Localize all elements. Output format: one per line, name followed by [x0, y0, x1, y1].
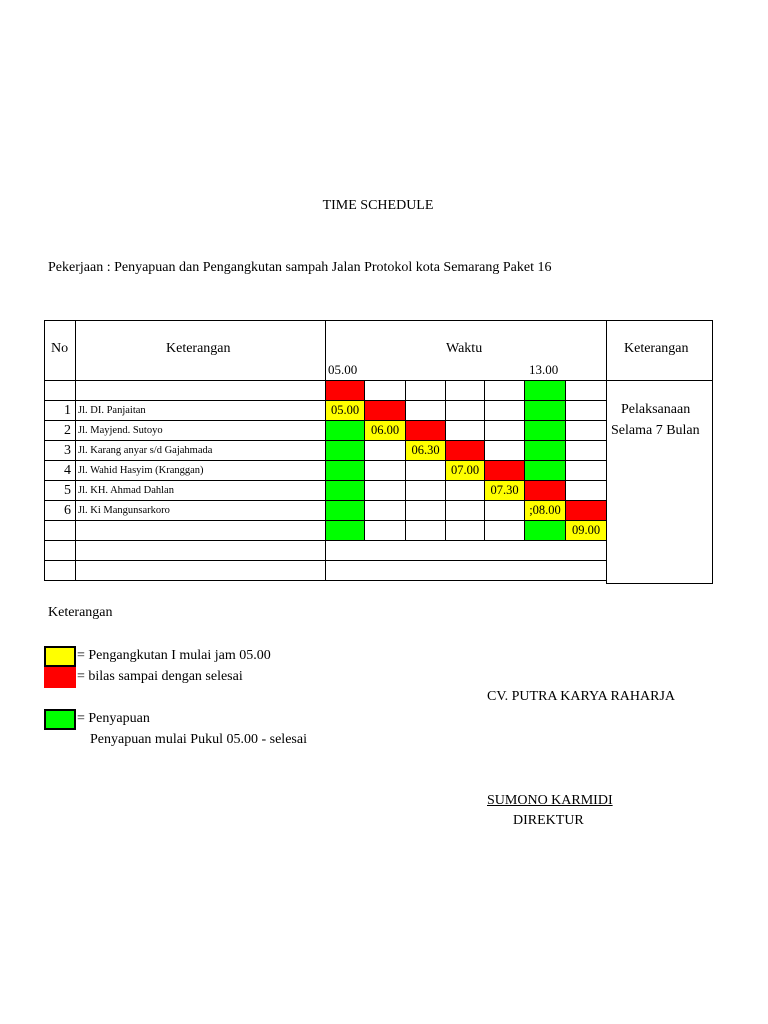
- header-keterangan: Keterangan: [166, 341, 231, 356]
- legend-green-note: Penyapuan mulai Pukul 05.00 - selesai: [90, 732, 307, 747]
- row-name-cell: [75, 380, 326, 401]
- time-cell: [565, 420, 607, 441]
- header-keterangan-right: Keterangan: [624, 341, 689, 356]
- legend-red-text: = bilas sampai dengan selesai: [77, 669, 243, 684]
- row-no-cell: [44, 460, 76, 481]
- time-cell: [484, 500, 525, 521]
- street-name: Jl. Mayjend. Sutoyo: [78, 425, 163, 436]
- row-name-cell: [75, 560, 326, 581]
- time-cell: [565, 480, 607, 501]
- yellow-start-cell: [484, 480, 525, 501]
- green-sweep-cell: [325, 520, 365, 541]
- right-note-line1: Pelaksanaan: [621, 402, 691, 417]
- time-cell: [484, 420, 525, 441]
- yellow-start-cell: [524, 500, 566, 521]
- red-rinse-cell: [484, 460, 525, 481]
- green-sweep-cell: [325, 460, 365, 481]
- time-cell: [445, 480, 485, 501]
- yellow-start-cell: [565, 520, 607, 541]
- time-cell: [405, 500, 446, 521]
- green-sweep-cell: [325, 420, 365, 441]
- time-empty-cell: [325, 560, 607, 581]
- green-sweep-cell: [524, 460, 566, 481]
- time-cell: [405, 380, 446, 401]
- street-name: Jl. Ki Mangunsarkoro: [78, 505, 170, 516]
- red-rinse-cell: [524, 480, 566, 501]
- time-cell: [445, 380, 485, 401]
- street-name: Jl. DI. Panjaitan: [78, 405, 146, 416]
- row-number: 3: [64, 443, 71, 458]
- green-sweep-cell: [524, 440, 566, 461]
- time-start-label: 05.00: [328, 362, 358, 377]
- time-cell: [364, 520, 406, 541]
- header-no: No: [51, 341, 69, 356]
- street-name: Jl. KH. Ahmad Dahlan: [78, 485, 174, 496]
- green-sweep-cell: [325, 480, 365, 501]
- time-cell: [405, 400, 446, 421]
- row-name-cell: [75, 540, 326, 561]
- time-cell: [565, 460, 607, 481]
- time-cell: [565, 400, 607, 421]
- company-name: CV. PUTRA KARYA RAHARJA: [487, 689, 676, 704]
- legend-red-swatch: [44, 667, 76, 688]
- yellow-start-cell: [325, 400, 365, 421]
- yellow-start-cell: [405, 440, 446, 461]
- time-cell: [565, 440, 607, 461]
- red-rinse-cell: [325, 380, 365, 401]
- start-time-label: 05.00: [330, 403, 360, 417]
- time-cell: [405, 460, 446, 481]
- time-cell: [565, 380, 607, 401]
- time-cell: [445, 420, 485, 441]
- legend-title: Keterangan: [48, 605, 113, 620]
- time-cell: [364, 440, 406, 461]
- green-sweep-cell: [524, 380, 566, 401]
- row-no-cell: [44, 560, 76, 581]
- start-time-label: 06.00: [370, 423, 400, 437]
- legend-green-text: = Penyapuan: [77, 711, 150, 726]
- row-no-cell: [44, 400, 76, 421]
- row-number: 1: [64, 403, 71, 418]
- start-time-label: ;08.00: [529, 503, 561, 517]
- row-no-cell: [44, 440, 76, 461]
- start-time-label: 06.30: [411, 443, 440, 457]
- page-title: TIME SCHEDULE: [322, 198, 434, 213]
- signer-position: DIREKTUR: [513, 813, 584, 828]
- red-rinse-cell: [364, 400, 406, 421]
- row-no-cell: [44, 420, 76, 441]
- time-schedule-table: [44, 320, 713, 584]
- time-cell: [364, 480, 406, 501]
- row-number: 4: [64, 463, 71, 478]
- time-cell: [484, 440, 525, 461]
- time-cell: [364, 380, 406, 401]
- legend-yellow-text: = Pengangkutan I mulai jam 05.00: [77, 648, 271, 663]
- green-sweep-cell: [524, 400, 566, 421]
- time-cell: [364, 500, 406, 521]
- time-mid-label: 13.00: [529, 362, 559, 377]
- street-name: Jl. Karang anyar s/d Gajahmada: [78, 445, 213, 456]
- start-time-label: 07.30: [490, 483, 519, 497]
- row-name-cell: [75, 520, 326, 541]
- time-cell: [484, 380, 525, 401]
- red-rinse-cell: [565, 500, 607, 521]
- row-number: 2: [64, 423, 71, 438]
- signer-name: SUMONO KARMIDI: [487, 793, 613, 808]
- red-rinse-cell: [445, 440, 485, 461]
- time-cell: [484, 400, 525, 421]
- red-rinse-cell: [405, 420, 446, 441]
- yellow-start-cell: [445, 460, 485, 481]
- time-cell: [445, 500, 485, 521]
- green-sweep-cell: [524, 520, 566, 541]
- row-no-cell: [44, 520, 76, 541]
- time-cell: [405, 480, 446, 501]
- yellow-start-cell: [364, 420, 406, 441]
- start-time-label: 07.00: [450, 463, 480, 477]
- legend-green-swatch: [44, 709, 76, 730]
- street-name: Jl. Wahid Hasyim (Kranggan): [78, 465, 204, 476]
- time-cell: [405, 520, 446, 541]
- legend-yellow-swatch: [44, 646, 76, 667]
- header-waktu: Waktu: [446, 341, 483, 356]
- green-sweep-cell: [325, 440, 365, 461]
- time-cell: [445, 400, 485, 421]
- time-cell: [445, 520, 485, 541]
- row-no-cell: [44, 540, 76, 561]
- row-no-cell: [44, 500, 76, 521]
- right-note-line2: Selama 7 Bulan: [611, 423, 700, 438]
- time-empty-cell: [325, 540, 607, 561]
- time-cell: [484, 520, 525, 541]
- work-description: Pekerjaan : Penyapuan dan Pengangkutan sampah Jalan Protokol kota Semarang Paket 16: [48, 260, 552, 275]
- row-no-cell: [44, 380, 76, 401]
- green-sweep-cell: [524, 420, 566, 441]
- row-number: 5: [64, 483, 71, 498]
- row-no-cell: [44, 480, 76, 501]
- row-number: 6: [64, 503, 71, 518]
- green-sweep-cell: [325, 500, 365, 521]
- start-time-label: 09.00: [571, 523, 601, 537]
- time-cell: [364, 460, 406, 481]
